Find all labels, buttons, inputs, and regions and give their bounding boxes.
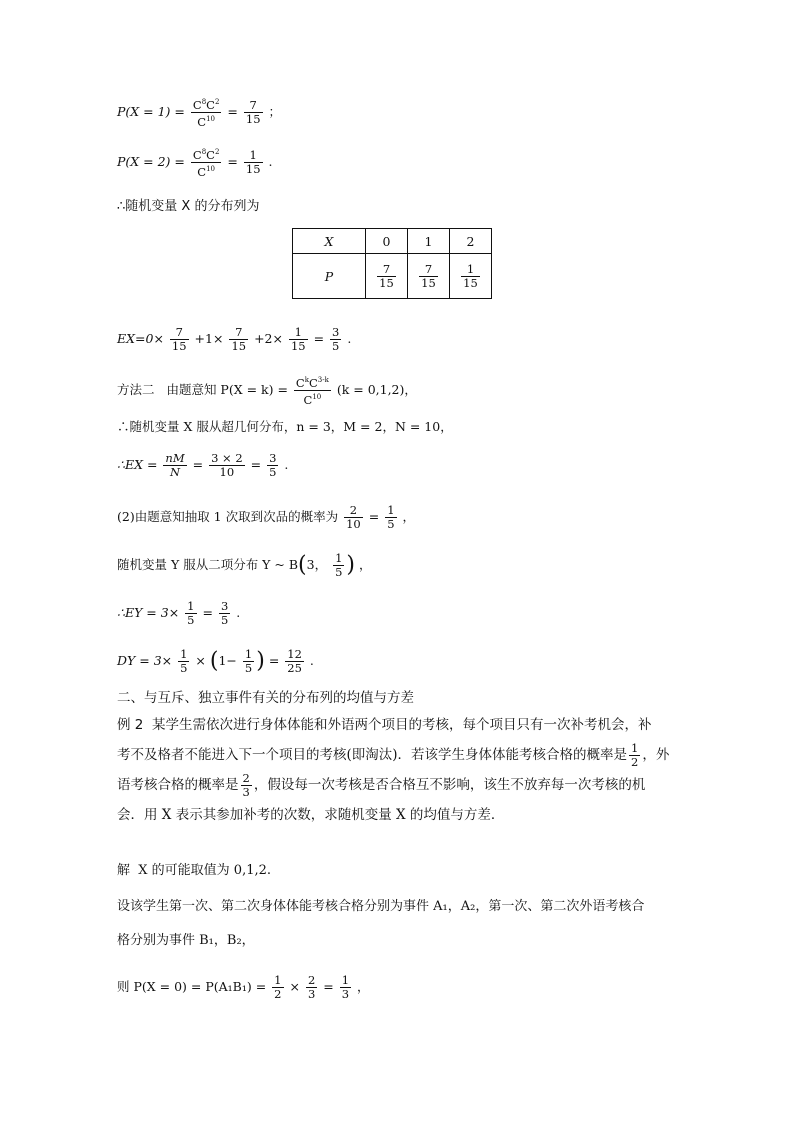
dist-intro: ∴随机变量 X 的分布列为 [117,199,260,214]
table-cell-p1 [408,254,450,299]
ex2-res-den: 5 [269,465,277,479]
eq2-c1: C [192,148,202,162]
dy-f2-den: 5 [244,661,253,675]
ey-lhs: ∴EY = 3× [117,605,180,620]
solution-line [117,862,271,880]
method2-tail: (k = 0,1,2)， [336,382,417,397]
example2-f1-num: 1 [631,741,639,755]
eq1-comb-den [191,113,222,129]
method2-c1-sup: k [304,376,309,384]
p2-den: 15 [463,275,478,290]
p1-num: 7 [419,263,438,277]
eq1-comb-num [191,96,222,113]
binom-fraction [333,552,344,579]
eq-p-x-0 [117,974,370,1001]
ex2-eq2: = [250,457,262,472]
eq1-c3: C [197,115,207,129]
part2-eq: = [368,509,380,524]
method2-c3-sup: 10 [312,393,322,401]
eq1-c1-sup: 8 [201,98,207,106]
ey-f1-num: 1 [187,599,195,613]
ex-equals: = [313,331,325,346]
dy-inner: 1− [218,653,237,668]
example2-f2-den: 3 [242,785,250,799]
solution-label: 解 [117,863,131,878]
events-line1: 设该学生第一次、第二次身体体能考核合格分别为事件 A₁，A₂，第一次、第二次外语考核合 [117,899,645,914]
dy-lparen: ( [209,648,219,674]
eq1-comb-fraction [191,96,222,129]
dy-res-num: 12 [287,647,302,661]
ex2-tail: . [284,457,289,472]
binom-num: 1 [335,551,343,565]
eq2-c1-sup: 8 [201,148,207,156]
binom-lparen: ( [298,552,307,578]
ex2-f2-num: 3 × 2 [211,451,243,465]
dy-f1-num: 1 [180,647,188,661]
ex2-f2-den: 10 [219,465,235,479]
example2-f2 [241,772,252,799]
eq2-result-fraction [244,149,263,176]
eq-dy [117,648,314,675]
ex2-f1-num: nM [165,451,185,465]
ey-res-num: 3 [220,599,229,613]
p0-res-num: 1 [341,973,350,987]
ex-f1-num: 7 [170,326,189,340]
binom-inner: 3， [306,557,328,572]
ex2-f1-den: N [169,465,181,479]
ex2-f1 [163,452,186,479]
ex-f3 [289,326,308,353]
table-cell-x1: 1 [408,229,450,254]
example2-block [117,710,683,830]
eq2-equals: = [227,154,238,169]
method2-num [294,374,331,391]
part2-f1-num: 2 [344,504,363,518]
hypergeometric-line: ∴随机变量 X 服从超几何分布，n = 3，M = 2，N = 10， [117,419,453,434]
ex-f3-num: 1 [289,326,308,340]
example2-line4: 会．用 X 表示其参加补考的次数，求随机变量 X 的均值与方差． [117,807,505,823]
eq1-c3-sup: 10 [206,115,216,123]
eq1-c1: C [192,98,202,112]
method2-c3: C [303,393,313,407]
p0-times: × [289,979,300,994]
binomial-line [117,552,371,579]
dy-rparen: ) [256,648,265,674]
solution-text: X 的可能取值为 0,1,2. [138,863,272,878]
part2-f1 [344,504,363,531]
events-line2: 格分别为事件 B₁，B₂， [117,933,255,948]
p0-eq-f1 [272,974,283,1001]
distribution-table [292,228,492,299]
ex-f3-den: 15 [290,339,306,353]
method2-den [294,391,331,407]
example2-line2 [117,740,683,770]
eq1-c2-sup: 2 [214,98,220,106]
p0-eq-f1-den: 2 [274,987,282,1001]
eq2-c2: C [206,148,215,162]
eq-ex2 [117,452,288,479]
example2-line1-text: 某学生需依次进行身体体能和外语两个项目的考核，每个项目只有一次补考机会，补 [151,717,652,733]
example2-f2-num: 2 [242,771,250,785]
example2-line3 [117,770,683,800]
eq-p-x-2 [117,146,273,179]
ex-lhs: EX=0× [117,331,164,346]
method2-c2-sup: 3-k [317,376,329,384]
ex-f2 [229,326,248,353]
dy-f1-den: 5 [180,661,188,675]
table-cell-p2 [450,254,492,299]
binom-rparen: ) [346,552,355,578]
ex2-res-num: 3 [269,451,277,465]
example2-line3b: ，假设每一次考核是否合格互不影响，该生不放弃每一次考核的机 [253,777,646,793]
p2-fraction [461,263,480,290]
ex-f2-den: 15 [231,339,247,353]
eq2-c3-sup: 10 [206,165,216,173]
eq2-tail: . [268,154,273,169]
part2-f1-den: 10 [346,517,361,531]
p0-eq-result [340,974,351,1001]
example2-label: 例 2 [117,717,144,733]
ex-m1: +1× [194,331,224,346]
eq-ex [117,326,351,353]
eq-p-x-1 [117,96,281,129]
ex-tail: . [347,331,352,346]
table-cell-p0 [366,254,408,299]
method2-c1: C [295,376,305,390]
eq-ey [117,600,240,627]
eq2-comb-den [191,163,222,179]
dy-tail: . [309,653,314,668]
table-row [293,229,492,254]
ey-result [219,600,230,627]
method2-c2: C [308,376,318,390]
dy-f2-num: 1 [244,647,253,661]
eq2-c2-sup: 2 [214,148,220,156]
p0-eq-f2-den: 3 [307,987,316,1001]
method2-line [117,374,417,407]
p0-eq: = [323,979,334,994]
table-row [293,254,492,299]
p1-fraction [419,263,438,290]
ex-result [330,326,341,353]
p0-fraction [377,263,396,290]
ex2-eq1: = [192,457,204,472]
p1-den: 15 [421,275,436,290]
ex-f1-den: 15 [171,339,187,353]
binom-tail: ， [358,557,372,572]
method2-label: 方法二 [117,382,155,397]
section-heading: 二、与互斥、独立事件有关的分布列的均值与方差 [117,690,414,706]
eq2-res-num: 1 [244,149,263,163]
ey-f1-den: 5 [187,613,195,627]
eq2-comb-num [191,146,222,163]
dy-lhs: DY = 3× [117,653,173,668]
eq1-c2: C [206,98,215,112]
table-cell-x2: 2 [450,229,492,254]
example2-line2b: ，外 [642,747,670,763]
p2-num: 1 [461,263,480,277]
p0-lhs: 则 P(X = 0) = P(A₁B₁) = [117,979,267,994]
p0-res-den: 3 [341,987,350,1001]
dy-f1 [178,648,189,675]
ex-res-den: 5 [332,339,340,353]
dy-eq: = [268,653,280,668]
table-cell-p-label: P [293,254,366,299]
dy-result [285,648,304,675]
ex-res-num: 3 [332,325,340,339]
example2-f1-den: 2 [631,755,639,769]
p0-num: 7 [377,263,396,277]
table-cell-x0: 0 [366,229,408,254]
eq1-equals: = [227,104,238,119]
p0-eq-f2-num: 2 [307,973,316,987]
example2-line2a: 考不及格者不能进入下一个项目的考核(即淘汰)．若该学生身体体能考核合格的概率是 [117,747,628,763]
p0-tail: ， [357,979,370,994]
ey-f1 [185,600,196,627]
part2-text: (2)由题意知抽取 1 次取到次品的概率为 [117,509,339,524]
table-cell-x-label: X [293,229,366,254]
eq2-c3: C [197,165,207,179]
eq2-res-den: 15 [245,162,261,176]
dy-mid: × [195,653,206,668]
ex-f2-num: 7 [229,326,248,340]
ex2-lhs: ∴EX = [117,457,158,472]
dy-f2 [243,648,254,675]
ex2-result [267,452,278,479]
eq1-result-fraction [244,99,263,126]
p0-eq-f1-num: 1 [274,973,282,987]
eq2-lhs: P(X = 2) = [117,154,185,169]
dy-res-den: 25 [287,661,302,675]
binom-text: 随机变量 Y 服从二项分布 Y ~ B [117,557,299,572]
part2-res-den: 5 [387,517,395,531]
part2-line [117,504,415,531]
ey-tail: . [236,605,241,620]
part2-tail: ， [402,509,416,524]
example2-f1 [629,742,640,769]
method2-fraction [294,374,331,407]
binom-den: 5 [335,565,343,579]
eq1-lhs: P(X = 1) = [117,104,185,119]
part2-res-num: 1 [387,503,395,517]
eq1-tail: ； [268,104,282,119]
ey-eq: = [202,605,213,620]
ey-res-den: 5 [220,613,229,627]
ex-m2: +2× [254,331,283,346]
p0-eq-f2 [306,974,317,1001]
ex2-f2 [209,452,245,479]
part2-result [385,504,396,531]
example2-line1 [117,710,683,740]
eq1-res-den: 15 [245,112,261,126]
p0-den: 15 [379,275,394,290]
example2-line3a: 语考核合格的概率是 [117,777,239,793]
eq1-res-num: 7 [244,99,263,113]
method2-text: 由题意知 P(X = k) = [166,382,288,397]
ex-f1 [170,326,189,353]
eq2-comb-fraction [191,146,222,179]
